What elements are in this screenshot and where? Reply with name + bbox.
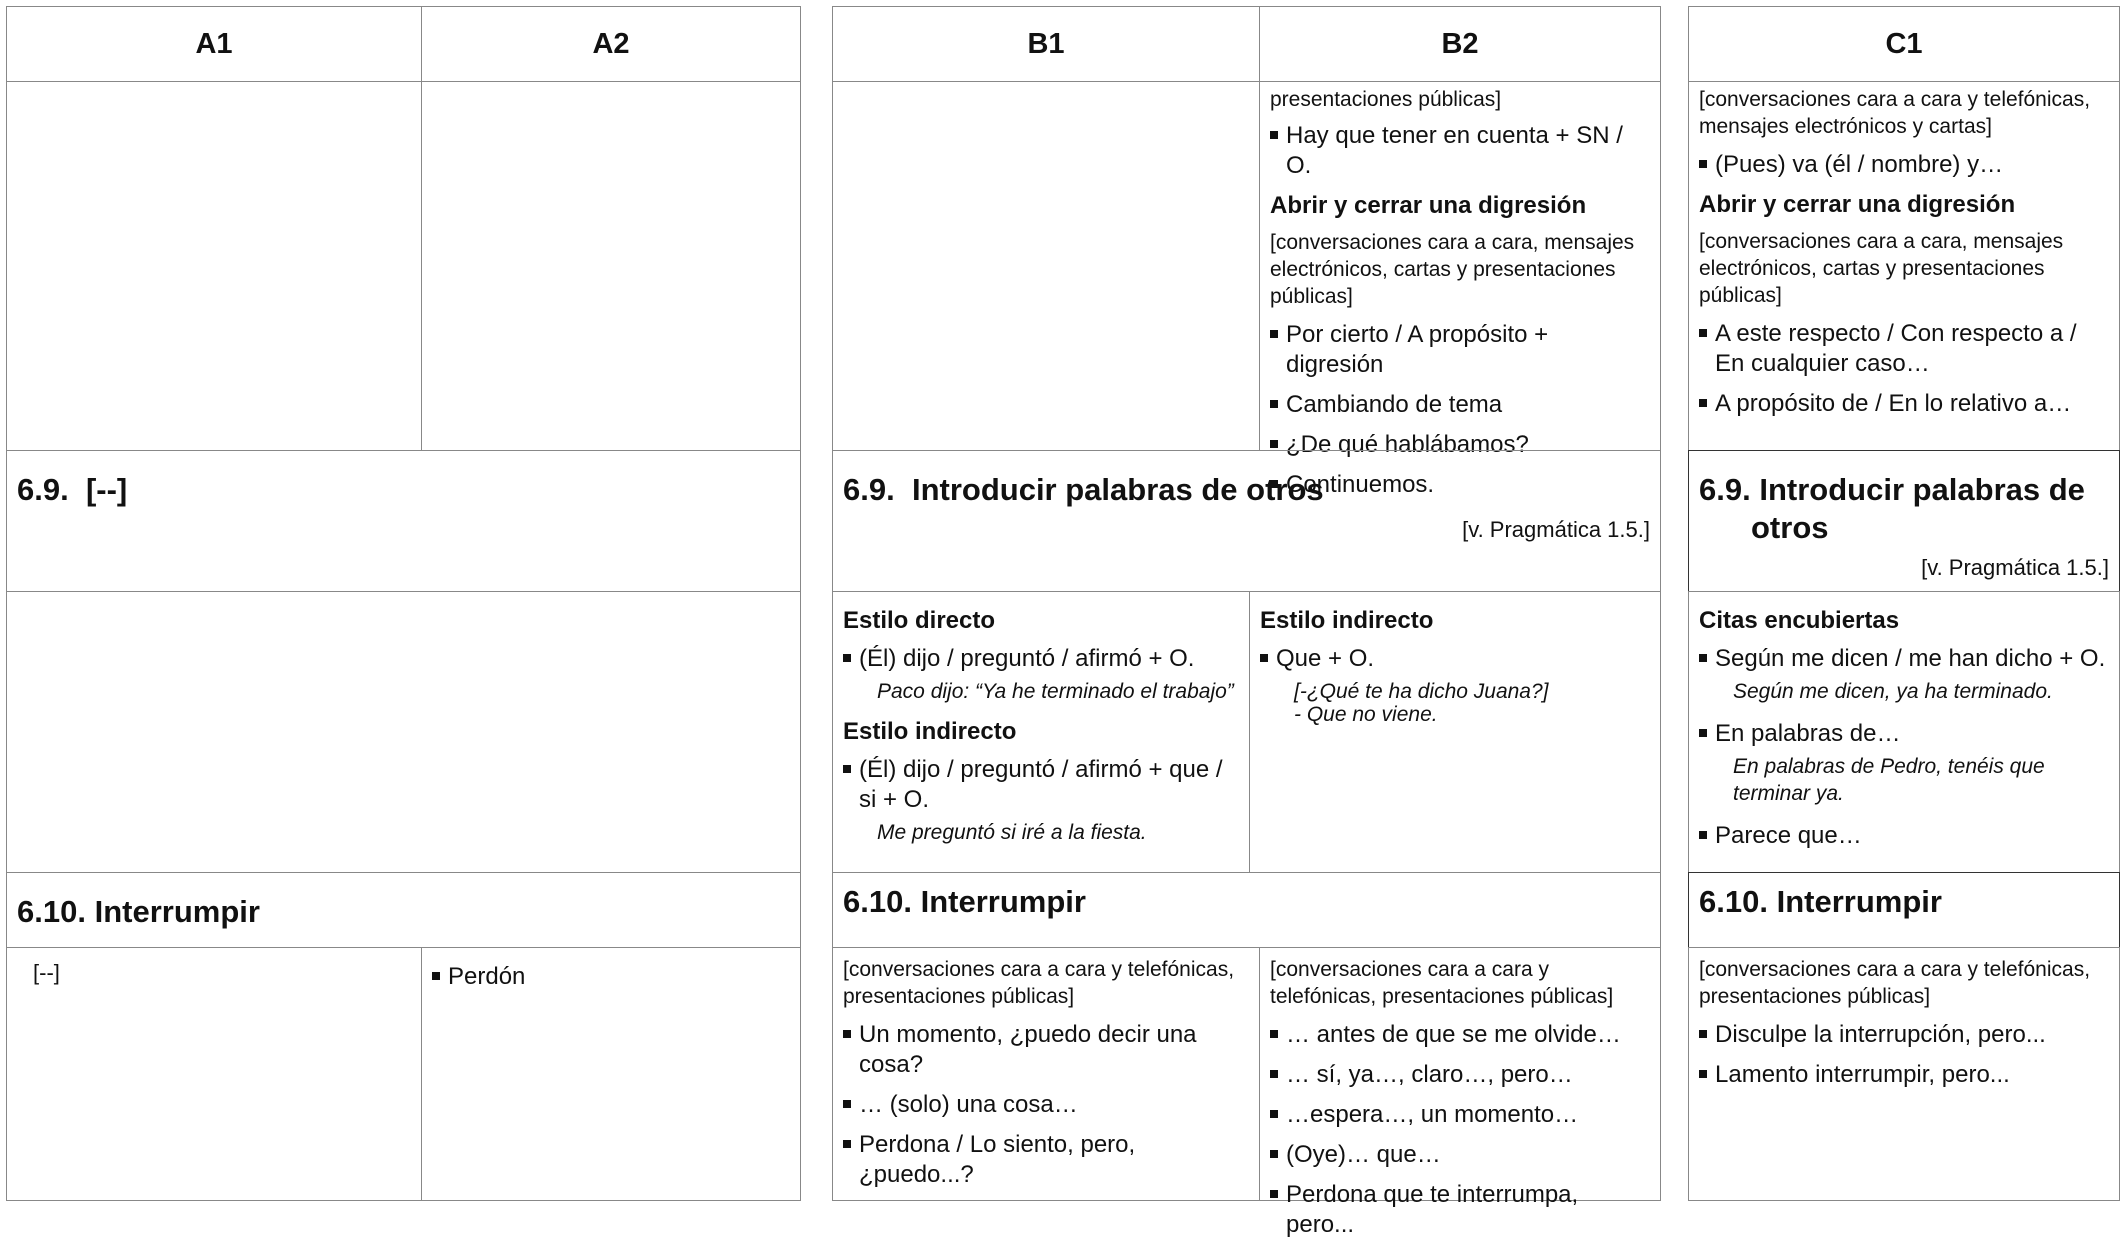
subheading: Estilo indirecto [843,718,1017,745]
section-number: 6.10. [843,884,912,919]
section-title [843,883,1650,921]
a2-6-10-cell [421,947,801,1201]
subheading: Estilo directo [843,607,996,634]
b2-6-10-cell [1259,947,1661,1238]
context-note: [conversaciones cara a cara y telefónicas, presentaciones públicas] [1270,958,1614,1008]
list-item: Perdón [432,962,790,992]
block-c [1688,6,2120,1201]
example-text: - Que no viene. [1294,703,1438,726]
b1-6-9-cell [832,591,1250,873]
section-name: [--] [85,472,128,507]
list-item: … sí, ya…, claro…, pero… [1270,1060,1650,1090]
list-item: ¿De qué hablábamos? [1270,430,1650,460]
list-item: Cambiando de tema [1270,390,1650,420]
section-name: Introducir palabras de otros [1751,472,2085,545]
section-6-9-a [6,450,801,592]
a1-top-cell [6,81,422,451]
header-b2: B2 [1259,6,1661,82]
section-6-9-b [832,450,1661,592]
example-text: Paco dijo: “Ya he terminado el trabajo” [877,680,1234,703]
context-note: [conversaciones cara a cara y telefónicas, presentaciones públicas] [1699,958,2091,1008]
list-item: A propósito de / En lo relativo a… [1699,389,2109,419]
section-title [17,471,790,509]
list-item: … (solo) una cosa… [843,1090,1249,1120]
list-item: … antes de que se me olvide… [1270,1020,1650,1050]
header-a1: A1 [6,6,422,82]
section-title [17,893,790,931]
b1-6-10-cell [832,947,1260,1201]
section-title [1699,471,2109,547]
example-text: En palabras de Pedro, tenéis que terminar ya. [1733,755,2045,805]
example-text: Me preguntó si iré a la fiesta. [877,821,1147,844]
section-6-10-b [832,872,1661,948]
c1-6-9-cell [1688,591,2120,873]
list-item: En palabras de… [1699,719,2109,749]
header-c1: C1 [1688,6,2120,82]
list-item: Según me dicen / me han dicho + O. [1699,644,2109,674]
a-6-9-content [6,591,801,873]
list-item: Que + O. [1260,644,1650,674]
list-item: Lamento interrumpir, pero... [1699,1060,2109,1090]
section-6-10-a [6,872,801,948]
list-item: Parece que… [1699,821,2109,851]
subheading: Estilo indirecto [1260,607,1434,634]
b1-top-cell [832,81,1260,451]
section-title [1699,883,2109,921]
section-number: 6.10. [1699,884,1768,919]
c1-6-10-cell [1688,947,2120,1201]
subheading: Abrir y cerrar una digresión [1699,191,2016,218]
b2-6-9-cell [1249,591,1661,873]
section-name: Introducir palabras de otros [911,472,1324,507]
list-item: Por cierto / A propósito + digresión [1270,320,1650,380]
block-b [832,6,1661,1238]
context-note: [conversaciones cara a cara y telefónicas, presentaciones públicas] [843,958,1235,1008]
list-item: (Pues) va (él / nombre) y… [1699,150,2109,180]
header-b1: B1 [832,6,1260,82]
reference-note: [v. Pragmática 1.5.] [1462,517,1650,542]
list-item: Perdona que te interrumpa, pero... [1270,1180,1650,1240]
list-item: Hay que tener en cuenta + SN / O. [1270,121,1650,181]
section-name: Interrumpir [94,894,260,929]
section-6-10-c [1688,872,2120,948]
context-note: [conversaciones cara a cara, mensajes electrónicos, cartas y presentaciones públicas] [1270,231,1635,308]
list-item: (Él) dijo / preguntó / afirmó + que / si + O. [807,755,1239,815]
a1-6-10-cell [6,947,422,1201]
context-note: [conversaciones cara a cara, mensajes electrónicos, cartas y presentaciones públicas] [1699,230,2064,307]
list-item: (Él) dijo / preguntó / afirmó + O. [843,644,1239,674]
section-name: Interrumpir [920,884,1086,919]
reference-note: [v. Pragmática 1.5.] [1921,555,2109,580]
section-number: 6.9. [843,472,895,507]
section-number: 6.9. [1699,472,1751,507]
list-item: Disculpe la interrupción, pero... [1699,1020,2109,1050]
block-a [6,6,801,1201]
section-name: Interrumpir [1776,884,1942,919]
section-number: 6.10. [17,894,86,929]
section-title [843,471,1650,509]
header-a2: A2 [421,6,801,82]
empty-marker: [--] [33,960,60,985]
subheading: Citas encubiertas [1699,607,1900,634]
list-item: Perdona / Lo siento, pero, ¿puedo...? [843,1130,1249,1190]
example-text: [-¿Qué te ha dicho Juana?] [1294,680,1549,703]
list-item: A este respecto / Con respecto a / En cualquier caso… [1699,319,2109,379]
list-item: Continuemos. [1270,470,1650,500]
b2-top-cell [1259,81,1661,498]
list-item: …espera…, un momento… [1270,1100,1650,1130]
a2-top-cell [421,81,801,451]
section-6-9-c [1688,450,2120,592]
context-note: [conversaciones cara a cara y telefónicas, mensajes electrónicos y cartas] [1699,88,2091,138]
section-number: 6.9. [17,472,69,507]
context-note: presentaciones públicas] [1270,88,1502,111]
list-item: Un momento, ¿puedo decir una cosa? [843,1020,1249,1080]
c1-top-cell [1688,81,2120,451]
example-text: Según me dicen, ya ha terminado. [1733,680,2053,703]
list-item: (Oye)… que… [1270,1140,1650,1170]
subheading: Abrir y cerrar una digresión [1270,192,1587,219]
